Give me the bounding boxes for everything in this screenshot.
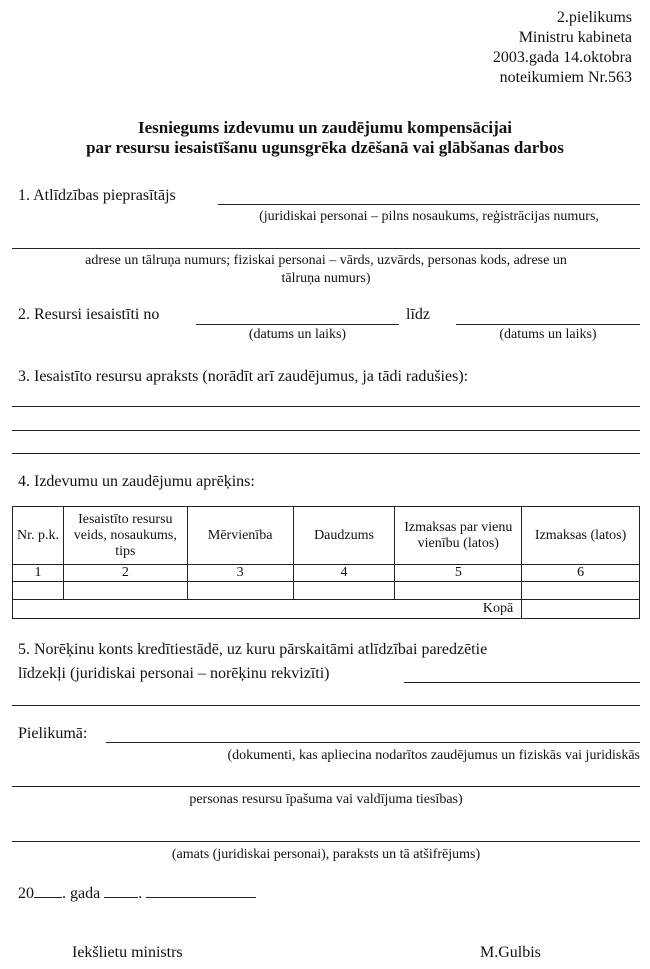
bank-account-input-line-2[interactable] xyxy=(12,705,640,706)
header-unit-cost: Izmaksas par vienu vienību (latos) xyxy=(395,507,522,565)
description-line-1[interactable] xyxy=(12,406,640,407)
title-line-2: par resursu iesaistīšanu ugunsgrēka dzēšanā vai glābšanas darbos xyxy=(86,138,564,157)
table-row xyxy=(13,582,640,600)
period-from-input-line[interactable] xyxy=(196,324,399,325)
col-number: 3 xyxy=(187,565,293,582)
bank-account-line-1: 5. Norēķinu konts kredītiestādē, uz kuru pārskaitāmi atlīdzībai paredzētie xyxy=(18,641,488,658)
attachments-input-line[interactable] xyxy=(106,742,640,743)
date-month-blank[interactable] xyxy=(146,884,256,898)
total-label: Kopā xyxy=(13,600,522,619)
minister-name: M.Gulbis xyxy=(480,944,541,961)
attachments-hint-2: personas resursu īpašuma vai valdījuma tiesības) xyxy=(189,792,463,807)
calculation-table xyxy=(12,506,640,619)
document-title xyxy=(0,118,650,158)
attachments-input-line-2[interactable] xyxy=(12,786,640,787)
calculation-label: 4. Izdevumu un zaudējumu aprēķins: xyxy=(18,473,255,490)
table-cell[interactable] xyxy=(187,582,293,600)
header-nr: Nr. p.k. xyxy=(13,507,64,565)
total-value-cell[interactable] xyxy=(522,600,640,619)
attachments-label: Pielikumā: xyxy=(18,725,88,742)
applicant-label: 1. Atlīdzības pieprasītājs xyxy=(18,187,176,204)
period-from-hint: (datums un laiks) xyxy=(248,327,347,342)
period-to-label: līdz xyxy=(406,306,430,323)
applicant-hint-3: tālruņa numurs) xyxy=(281,271,371,286)
header-unit: Mērvienība xyxy=(187,507,293,565)
date-day-blank[interactable] xyxy=(104,884,138,898)
title-line-1: Iesniegums izdevumu un zaudējumu kompensācijai xyxy=(137,118,513,137)
attachments-hint-1: (dokumenti, kas apliecina nodarītos zaudējumus un fiziskās vai juridiskās xyxy=(227,748,640,763)
table-cell[interactable] xyxy=(13,582,64,600)
bank-account-line-2: līdzekļi (juridiskai personai – norēķinu rekvizīti) xyxy=(18,665,330,682)
date-year-blank[interactable] xyxy=(34,884,62,898)
date-gada-label: . gada xyxy=(62,885,101,902)
col-number: 6 xyxy=(522,565,640,582)
signature-hint: (amats (juridiskai personai), paraksts un tā atšifrējums) xyxy=(171,847,481,862)
date-year-prefix: 20 xyxy=(18,885,34,902)
period-label: 2. Resursi iesaistīti no xyxy=(18,306,160,323)
table-cell[interactable] xyxy=(395,582,522,600)
description-label: 3. Iesaistīto resursu apraksts (norādīt arī zaudējumus, ja tādi radušies): xyxy=(18,368,469,385)
signature-input-line[interactable] xyxy=(12,841,640,842)
header-quantity: Daudzums xyxy=(293,507,395,565)
applicant-input-line[interactable] xyxy=(218,204,640,205)
annex-reference xyxy=(493,8,632,88)
table-cell[interactable] xyxy=(63,582,187,600)
applicant-hint-2: adrese un tālruņa numurs; fiziskai personai – vārds, uzvārds, personas kods, adrese un xyxy=(85,253,567,268)
col-number: 2 xyxy=(63,565,187,582)
bank-account-input-line[interactable] xyxy=(404,682,640,683)
annex-regulation: noteikumiem Nr.563 xyxy=(499,69,632,86)
annex-number: 2.pielikums xyxy=(556,9,632,26)
header-resource: Iesaistīto resursu veids, nosaukums, tips xyxy=(63,507,187,565)
minister-position: Iekšlietu ministrs xyxy=(72,944,183,961)
table-cell[interactable] xyxy=(293,582,395,600)
description-line-2[interactable] xyxy=(12,430,640,431)
date-line xyxy=(18,884,256,903)
col-number: 4 xyxy=(293,565,395,582)
date-dot: . xyxy=(138,885,143,902)
period-to-input-line[interactable] xyxy=(456,324,640,325)
col-number: 1 xyxy=(13,565,64,582)
table-header-row xyxy=(13,507,640,565)
col-number: 5 xyxy=(395,565,522,582)
period-to-hint: (datums un laiks) xyxy=(499,327,597,342)
header-cost: Izmaksas (latos) xyxy=(522,507,640,565)
applicant-hint-1: (juridiskai personai – pilns nosaukums, reģistrācijas numurs, xyxy=(259,209,599,224)
table-cell[interactable] xyxy=(522,582,640,600)
table-number-row xyxy=(13,565,640,582)
description-line-3[interactable] xyxy=(12,453,640,454)
table-total-row xyxy=(13,600,640,619)
applicant-input-line-2[interactable] xyxy=(12,248,640,249)
annex-cabinet: Ministru kabineta xyxy=(518,29,632,46)
annex-date: 2003.gada 14.oktobra xyxy=(492,49,632,66)
